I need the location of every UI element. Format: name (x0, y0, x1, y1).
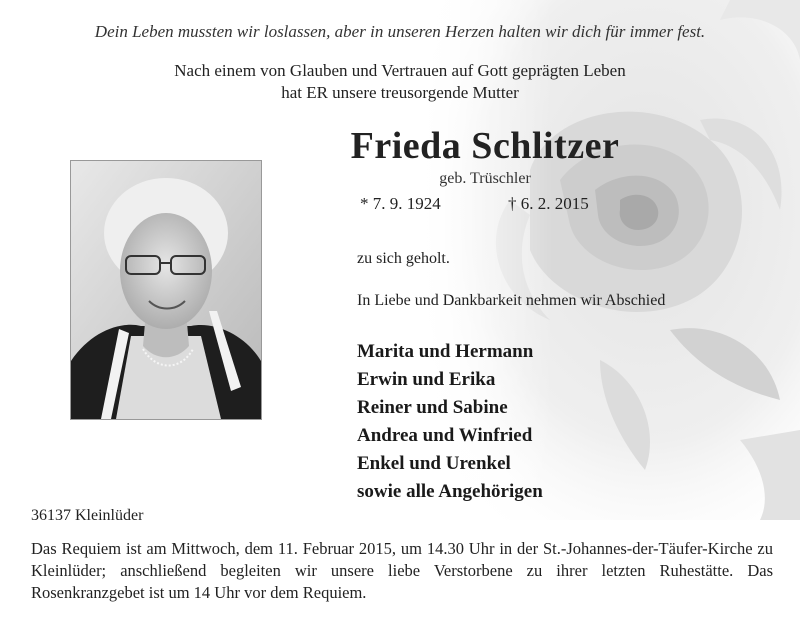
deceased-name: Frieda Schlitzer (350, 125, 620, 167)
family-member: Marita und Hermann (357, 341, 534, 362)
motto-quote: Dein Leben mussten wir loslassen, aber in unseren Herzen halten wir dich für immer fest. (94, 22, 706, 41)
birth-date: * 7. 9. 1924 (360, 194, 441, 213)
family-member: Andrea und Winfried (357, 425, 533, 446)
family-member: Erwin und Erika (357, 369, 496, 390)
portrait-photo (70, 160, 262, 420)
intro-line-2: hat ER unsere treusorgende Mutter (281, 83, 519, 102)
maiden-name: geb. Trüschler (439, 170, 531, 187)
portrait-image (71, 161, 261, 419)
family-member: sowie alle Angehörigen (357, 481, 543, 502)
intro-text (0, 60, 800, 104)
death-date: † 6. 2. 2015 (508, 194, 589, 213)
place-address: 36137 Kleinlüder (31, 507, 144, 524)
farewell-text: In Liebe und Dankbarkeit nehmen wir Abschied (357, 292, 666, 309)
taken-text: zu sich geholt. (357, 250, 450, 267)
intro-line-1: Nach einem von Glauben und Vertrauen auf Gott geprägten Leben (174, 61, 626, 80)
requiem-details: Das Requiem ist am Mittwoch, dem 11. Februar 2015, um 14.30 Uhr in der St.-Johannes-der-Täufer-Kirche zu Kleinlüder; anschließend begleiten wir unsere liebe Verstorbene zu ihrer letzten Ruhestätte. Das Rosenkranzgebet ist um 14 Uhr vor dem Requiem. (31, 539, 773, 602)
family-member: Reiner und Sabine (357, 397, 508, 418)
family-member: Enkel und Urenkel (357, 453, 511, 474)
family-list (357, 338, 543, 506)
